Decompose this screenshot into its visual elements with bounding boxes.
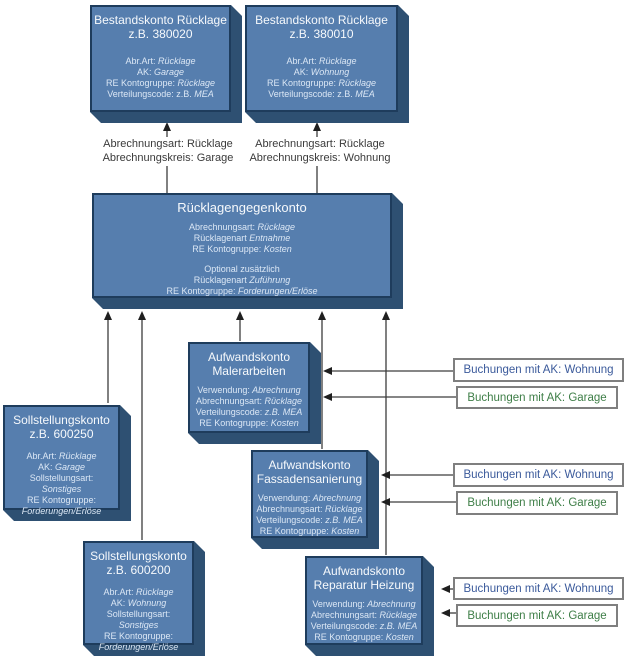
box-aufwandskonto-reparatur-heizung xyxy=(305,556,434,656)
detail-line: Abrechnungsart: Rücklage xyxy=(188,222,296,232)
box-bestandskonto-380020 xyxy=(90,5,242,123)
box-title xyxy=(247,7,396,41)
booking-label: Buchungen mit AK: Wohnung xyxy=(463,469,614,481)
detail-line: Sollstellungsart: xyxy=(106,609,171,619)
box-title-line1: Aufwandskonto xyxy=(207,350,291,364)
box-aufwandskonto-malerarbeiten xyxy=(188,342,321,444)
connector-label-line1: Abrechnungsart: Rücklage xyxy=(255,138,385,150)
detail-line: AK: Wohnung xyxy=(110,598,167,608)
detail-line: Forderungen/Erlöse xyxy=(21,506,102,516)
box-title-line2: z.B. 380010 xyxy=(289,27,354,41)
detail-line: Abr.Art: Rücklage xyxy=(26,451,97,461)
arrow-heizung-to-gegenkonto xyxy=(382,311,390,555)
box-title-line1: Sollstellungskonto xyxy=(13,413,110,427)
box-title-line1: Aufwandskonto xyxy=(268,458,351,472)
arrow-booking-wohnung-to-heizung xyxy=(441,585,453,593)
box-sollstellungskonto-600200 xyxy=(83,541,205,656)
box-title-line2: z.B. 600200 xyxy=(106,563,171,577)
box-title-line1: Rücklagengegenkonto xyxy=(177,200,307,215)
booking-label: Buchungen mit AK: Garage xyxy=(467,497,607,509)
connector-label-wohnung xyxy=(248,137,392,166)
slab-face xyxy=(188,342,310,433)
box-bestandskonto-380010 xyxy=(245,5,409,123)
slab-face xyxy=(251,450,368,538)
box-title-line1: Bestandskonto Rücklage xyxy=(94,13,227,27)
detail-line: Sonstiges xyxy=(41,484,82,494)
box-title-line2: z.B. 380020 xyxy=(128,27,193,41)
booking-box-wohnung-maler xyxy=(453,358,624,382)
slab-face xyxy=(305,556,423,645)
box-details xyxy=(247,56,396,100)
arrow-booking-garage-to-heizung xyxy=(441,609,456,617)
box-title xyxy=(85,543,192,577)
box-title xyxy=(5,407,118,441)
box-details xyxy=(5,451,118,517)
arrow-maler-to-gegenkonto xyxy=(236,311,244,341)
detail-line: Verteilungscode: z.B. MEA xyxy=(107,89,214,99)
connector-label-line2: Abrechnungskreis: Wohnung xyxy=(249,151,391,164)
box-title-line2: Fassadensanierung xyxy=(256,472,363,486)
box-title xyxy=(94,195,390,215)
detail-line: Optional zusätzlich xyxy=(204,264,280,274)
box-details xyxy=(85,587,192,653)
box-title-line2: Malerarbeiten xyxy=(212,364,286,378)
detail-line: Abr.Art: Rücklage xyxy=(125,56,196,66)
detail-line: Verteilungscode: z.B. MEA xyxy=(268,89,375,99)
arrow-booking-garage-to-fassade xyxy=(381,498,456,506)
box-details xyxy=(94,222,390,297)
arrow-soll-600250-to-gegenkonto xyxy=(104,311,112,403)
detail-line: AK: Garage xyxy=(136,67,185,77)
box-title xyxy=(190,344,308,378)
booking-label: Buchungen mit AK: Garage xyxy=(467,609,607,622)
detail-line: RE Kontogruppe: xyxy=(103,631,174,641)
box-title xyxy=(307,558,421,592)
box-ruecklagengegenkonto xyxy=(92,193,403,309)
detail-line: RE Kontogruppe: xyxy=(26,495,97,505)
detail-line xyxy=(94,255,390,264)
detail-line: AK: Garage xyxy=(37,462,86,472)
detail-line: RE Kontogruppe: Kosten xyxy=(192,244,292,254)
detail-line: Verwendung: Abrechnung xyxy=(312,599,416,609)
arrow-booking-garage-to-maler xyxy=(323,393,456,401)
slab-face xyxy=(3,405,120,516)
detail-line: Verteilungscode: z.B. MEA xyxy=(310,621,418,631)
booking-label: Buchungen mit AK: Garage xyxy=(467,391,607,404)
booking-box-garage-fassade xyxy=(456,491,618,515)
booking-box-garage-maler xyxy=(456,386,618,409)
booking-box-garage-heizung xyxy=(456,604,618,627)
detail-line: Abrechnungsart: Rücklage xyxy=(310,610,418,620)
detail-line: RE Kontogruppe: Kosten xyxy=(259,526,360,536)
detail-line: Sonstiges xyxy=(118,620,159,630)
booking-box-wohnung-heizung xyxy=(453,577,624,600)
detail-line: Forderungen/Erlöse xyxy=(98,642,179,652)
booking-box-wohnung-fassade xyxy=(453,463,624,487)
booking-label: Buchungen mit AK: Wohnung xyxy=(463,582,614,595)
detail-line: Rücklagenart Entnahme xyxy=(193,233,291,243)
booking-label: Buchungen mit AK: Wohnung xyxy=(463,364,614,376)
box-title-line1: Bestandskonto Rücklage xyxy=(255,13,388,27)
connector-label-garage xyxy=(98,137,238,166)
arrow-booking-wohnung-to-fassade xyxy=(381,471,453,479)
slab-face xyxy=(245,5,398,112)
slab-face xyxy=(90,5,231,112)
detail-line: AK: Wohnung xyxy=(293,67,350,77)
box-title-line1: Aufwandskonto xyxy=(322,564,406,578)
detail-line: RE Kontogruppe: Kosten xyxy=(314,632,414,642)
detail-line: Verwendung: Abrechnung xyxy=(257,493,362,503)
detail-line: RE Kontogruppe: Rücklage xyxy=(266,78,377,88)
arrow-booking-wohnung-to-maler xyxy=(323,367,453,375)
slab-face xyxy=(83,541,194,652)
detail-line: Abrechnungsart: Rücklage xyxy=(256,504,363,514)
box-title-line2: Reparatur Heizung xyxy=(313,578,415,592)
detail-line: Verwendung: Abrechnung xyxy=(197,385,301,395)
detail-line: Verteilungscode: z.B. MEA xyxy=(195,407,303,417)
slab-face xyxy=(92,193,392,298)
box-details xyxy=(190,385,308,429)
detail-line: Rücklagenart Zuführung xyxy=(193,275,291,285)
arrow-soll-600200-to-gegenkonto xyxy=(138,311,146,540)
detail-line: Abr.Art: Rücklage xyxy=(103,587,174,597)
box-aufwandskonto-fassadensanierung xyxy=(251,450,379,549)
detail-line: RE Kontogruppe: Kosten xyxy=(199,418,299,428)
detail-line: Abr.Art: Rücklage xyxy=(286,56,357,66)
box-sollstellungskonto-600250 xyxy=(3,405,131,521)
connector-label-line2: Abrechnungskreis: Garage xyxy=(102,151,234,164)
box-title-line2: z.B. 600250 xyxy=(29,427,94,441)
box-details xyxy=(307,599,421,643)
detail-line: Abrechnungsart: Rücklage xyxy=(195,396,303,406)
connector-label-line1: Abrechnungsart: Rücklage xyxy=(103,138,233,150)
box-details xyxy=(92,56,229,100)
box-title-line1: Sollstellungskonto xyxy=(90,549,187,563)
box-title xyxy=(92,7,229,41)
box-details xyxy=(253,493,366,537)
detail-line: Sollstellungsart: xyxy=(29,473,94,483)
detail-line: Verteilungscode: z.B. MEA xyxy=(256,515,363,525)
detail-line: RE Kontogruppe: Forderungen/Erlöse xyxy=(166,286,318,296)
box-title xyxy=(253,452,366,486)
detail-line: RE Kontogruppe: Rücklage xyxy=(105,78,216,88)
